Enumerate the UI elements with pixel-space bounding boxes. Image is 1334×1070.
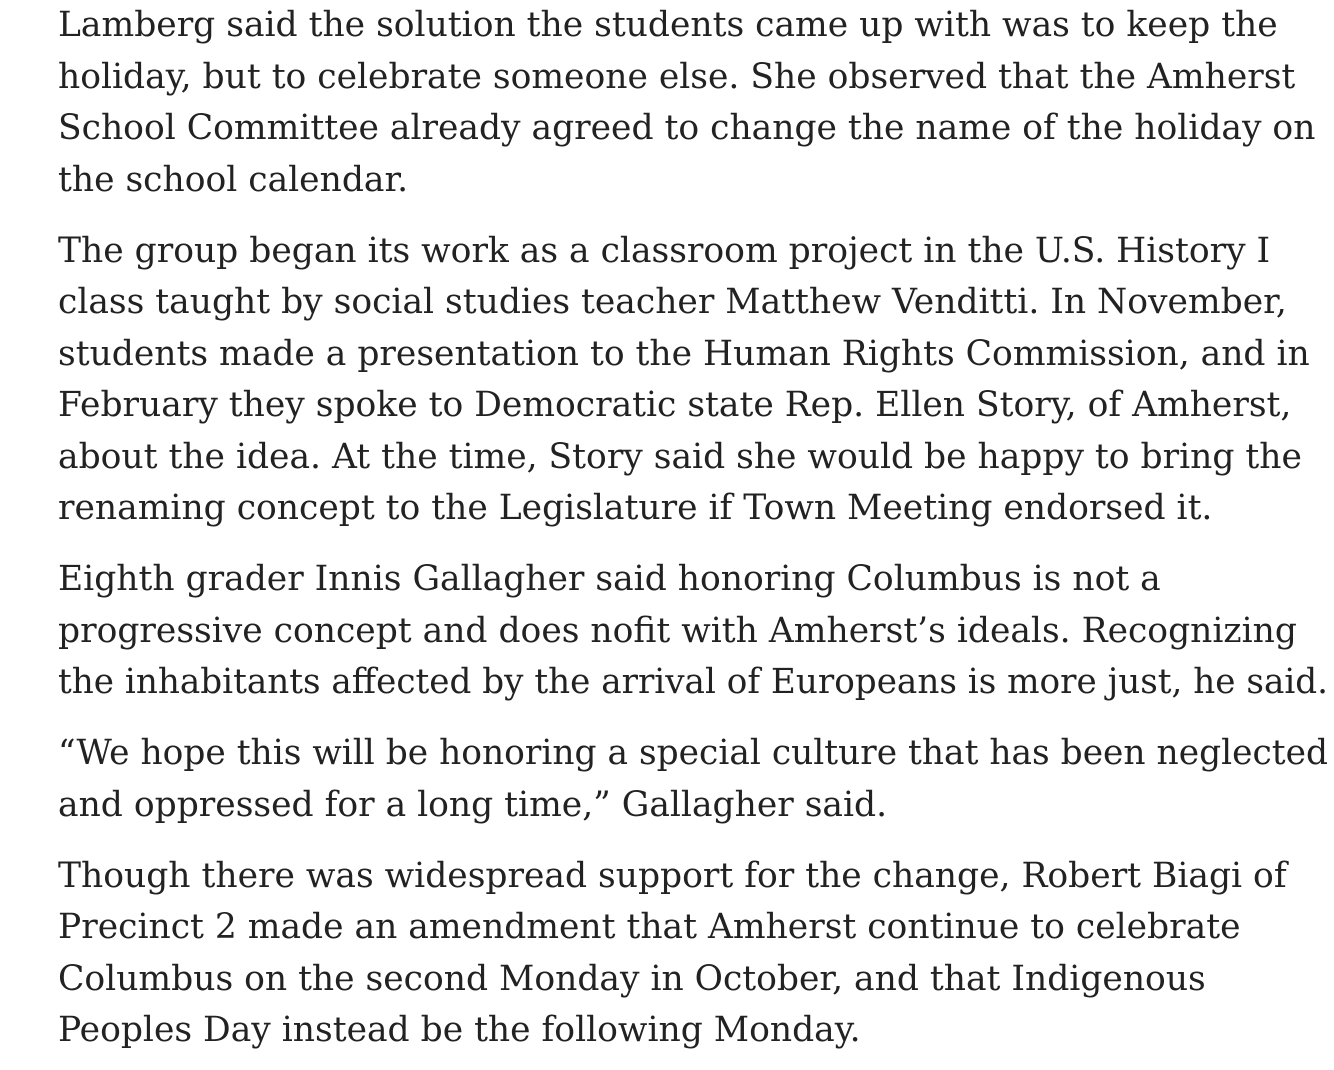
text-line: Though there was widespread support for the change, Robert Biagi of (58, 855, 1287, 896)
text-line: students made a presentation to the Human Rights Commission, and in (58, 333, 1310, 374)
text-line: The group began its work as a classroom project in the U.S. History I (58, 230, 1271, 271)
text-line: the school calendar. (58, 159, 409, 200)
article-body (58, 0, 1334, 1057)
text-line: February they spoke to Democratic state Rep. Ellen Story, of Amherst, (58, 385, 1292, 425)
text-line: class taught by social studies teacher Matthew Venditti. In November, (58, 282, 1287, 322)
text-line: Precinct 2 made an amendment that Amherst continue to celebrate (58, 907, 1241, 947)
text-line: progressive concept and does nofit with Amherst’s ideals. Recognizing (58, 610, 1297, 651)
text-line: Peoples Day instead be the following Monday. (58, 1010, 861, 1050)
text-line: the inhabitants affected by the arrival of Europeans is more just, he said. (58, 662, 1329, 702)
text-line: and oppressed for a long time,” Gallagher said. (58, 784, 888, 825)
paragraph-2 (58, 226, 1334, 535)
text-line: about the idea. At the time, Story said she would be happy to bring the (58, 436, 1302, 477)
text-line: School Committee already agreed to change the name of the holiday on (58, 108, 1316, 148)
text-line: holiday, but to celebrate someone else. She observed that the Amherst (58, 56, 1296, 97)
text-line: “We hope this will be honoring a special culture that has been neglected (58, 733, 1329, 773)
paragraph-4-quote (58, 728, 1334, 831)
text-line: Lamberg said the solution the students came up with was to keep the (58, 5, 1278, 45)
paragraph-3 (58, 554, 1334, 709)
paragraph-5 (58, 851, 1334, 1057)
text-line: renaming concept to the Legislature if Town Meeting endorsed it. (58, 488, 1213, 528)
text-line: Columbus on the second Monday in October, and that Indigenous (58, 958, 1206, 999)
text-line: Eighth grader Innis Gallagher said honoring Columbus is not a (58, 559, 1161, 599)
paragraph-1 (58, 0, 1334, 206)
